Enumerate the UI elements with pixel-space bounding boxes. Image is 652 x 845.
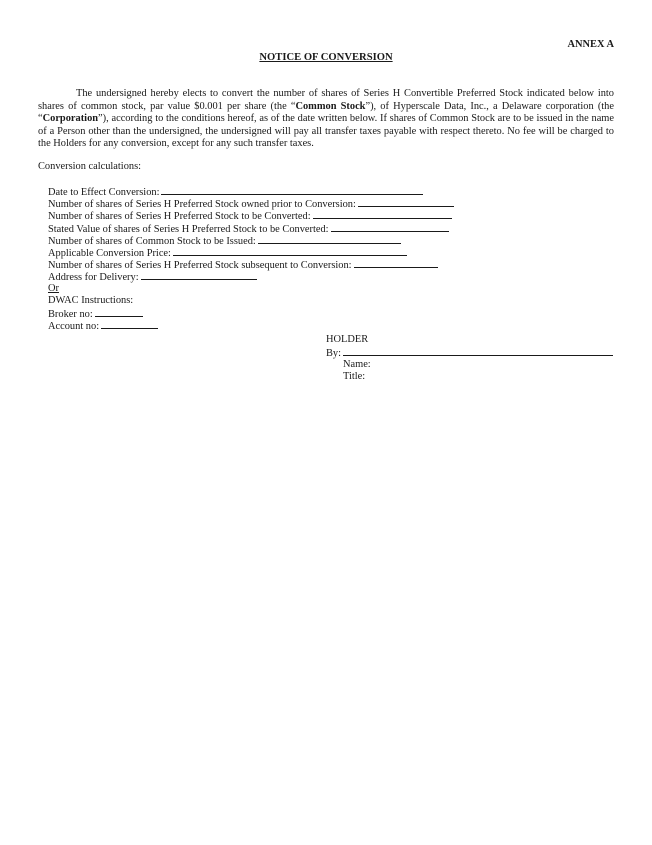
to-convert-row bbox=[48, 209, 454, 221]
holder-label: HOLDER bbox=[326, 334, 369, 345]
broker-label: Broker no: bbox=[48, 308, 93, 320]
name-label: Name: bbox=[343, 359, 371, 370]
common-stock-term: Common Stock bbox=[295, 100, 366, 112]
document-title: NOTICE OF CONVERSION bbox=[259, 52, 393, 63]
account-row bbox=[48, 319, 454, 331]
common-issued-field[interactable] bbox=[258, 234, 401, 244]
common-issued-row bbox=[48, 234, 454, 246]
or-row bbox=[48, 283, 454, 295]
by-label: By: bbox=[326, 348, 342, 359]
subsequent-row bbox=[48, 258, 454, 270]
conversion-price-label: Applicable Conversion Price: bbox=[48, 247, 171, 259]
owned-prior-row bbox=[48, 197, 454, 209]
stated-value-row bbox=[48, 222, 454, 234]
conversion-calculations-label: Conversion calculations: bbox=[38, 161, 142, 172]
paragraph-part2: ”), of Hyperscale Data, Inc., a Delaware corporation (the “ bbox=[38, 100, 614, 125]
dwac-row bbox=[48, 295, 454, 307]
subsequent-label: Number of shares of Series H Preferred Stock subsequent to Conversion: bbox=[48, 260, 352, 272]
date-label: Date to Effect Conversion: bbox=[48, 187, 160, 198]
account-field[interactable] bbox=[101, 319, 158, 329]
subsequent-field[interactable] bbox=[354, 258, 438, 268]
signature-line[interactable] bbox=[343, 346, 613, 356]
date-field[interactable] bbox=[161, 185, 423, 195]
conversion-price-field[interactable] bbox=[173, 246, 407, 256]
to-convert-field[interactable] bbox=[313, 209, 452, 219]
address-label: Address for Delivery: bbox=[48, 272, 139, 284]
conversion-election-paragraph bbox=[38, 88, 614, 151]
common-issued-label: Number of shares of Common Stock to be Issued: bbox=[48, 235, 256, 247]
address-field[interactable] bbox=[141, 270, 257, 280]
stated-value-label: Stated Value of shares of Series H Preferred Stock to be Converted: bbox=[48, 223, 329, 235]
conversion-price-row bbox=[48, 246, 454, 258]
dwac-label: DWAC Instructions: bbox=[48, 294, 134, 306]
stated-value-field[interactable] bbox=[331, 222, 449, 232]
date-row bbox=[48, 185, 454, 197]
owned-prior-label: Number of shares of Series H Preferred Stock owned prior to Conversion: bbox=[48, 199, 356, 211]
annex-label: ANNEX A bbox=[567, 39, 614, 50]
owned-prior-field[interactable] bbox=[358, 197, 454, 207]
paragraph-part3: ”), according to the conditions hereof, as of the date written below. If shares of Common Stock are to be issued in the name of a Person other than the undersigned, the undersigned will pay all transfer taxes payable with respect thereto. No fee will be charged to the Holders for any conversion, except for any such transfer taxes. bbox=[38, 113, 614, 150]
broker-row bbox=[48, 307, 454, 319]
or-label: Or bbox=[48, 282, 59, 294]
conversion-fields bbox=[48, 185, 454, 331]
to-convert-label: Number of shares of Series H Preferred Stock to be Converted: bbox=[48, 211, 311, 223]
account-label: Account no: bbox=[48, 321, 100, 333]
address-row bbox=[48, 270, 454, 282]
paragraph-part1: The undersigned hereby elects to convert the number of shares of Series H Convertible Preferred Stock indicated below into shares of common stock, par value $0.001 per share (the “ bbox=[38, 88, 614, 112]
corporation-term: Corporation bbox=[42, 113, 99, 125]
title-label: Title: bbox=[343, 371, 366, 382]
broker-field[interactable] bbox=[95, 307, 143, 317]
